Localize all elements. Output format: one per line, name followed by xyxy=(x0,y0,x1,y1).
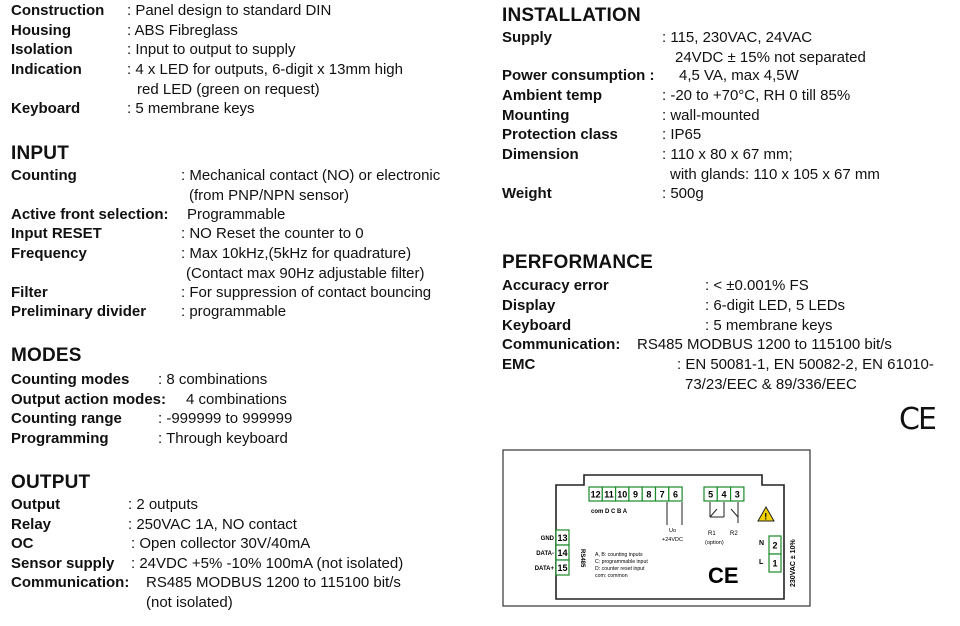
input-label: Input RESET xyxy=(11,225,102,242)
n-label: N xyxy=(759,540,765,547)
performance-value: RS485 MODBUS 1200 to 115100 bit/s xyxy=(637,336,892,353)
installation-label: Supply xyxy=(502,29,553,46)
ce-mark: CE xyxy=(899,402,935,437)
legend-line: D: counter reset input xyxy=(595,566,645,572)
l-label: L xyxy=(759,559,764,566)
output-label: Sensor supply xyxy=(11,555,115,572)
general-label: Construction xyxy=(11,2,105,19)
legend-line: A, B: counting inputs xyxy=(595,552,643,558)
general-label: Isolation xyxy=(11,41,73,58)
output-label: OC xyxy=(11,535,34,552)
performance-heading: PERFORMANCE xyxy=(502,252,654,273)
terminal-number: 6 xyxy=(672,489,678,500)
input-label: Counting xyxy=(11,167,77,184)
output-label: Communication: xyxy=(11,574,130,591)
performance-label: Communication: xyxy=(502,336,621,353)
input-value: : Mechanical contact (NO) or electronic xyxy=(181,167,441,184)
diagram-ce-mark: CE xyxy=(708,563,739,588)
input-value-continued: (from PNP/NPN sensor) xyxy=(189,186,350,204)
terminal-number: 2 xyxy=(772,540,778,551)
supply-terminal-block xyxy=(769,536,781,572)
terminal-number: 11 xyxy=(604,489,614,500)
top-terminal-block xyxy=(589,487,682,501)
output-label: Relay xyxy=(11,516,52,533)
input-value: Programmable xyxy=(187,206,286,223)
performance-value: : EN 50081-1, EN 50082-2, EN 61010- xyxy=(677,356,934,373)
relay-r1-contact xyxy=(710,502,724,517)
input-label: Frequency xyxy=(11,245,87,262)
general-label: Keyboard xyxy=(11,100,81,117)
performance-label: Display xyxy=(502,297,556,314)
general-value: : Panel design to standard DIN xyxy=(127,2,332,19)
output-label: Output xyxy=(11,496,61,513)
modes-value: : Through keyboard xyxy=(158,430,288,447)
general-value-continued: red LED (green on request) xyxy=(137,80,320,98)
relay-r1-label: R1 xyxy=(708,531,716,537)
input-heading: INPUT xyxy=(11,143,69,164)
modes-value: : -999999 to 999999 xyxy=(158,410,293,427)
input-value: : Max 10kHz,(5kHz for quadrature) xyxy=(181,245,412,262)
general-value: : ABS Fibreglass xyxy=(127,22,238,39)
installation-value: : 115, 230VAC, 24VAC xyxy=(662,29,813,46)
output-value: : 24VDC +5% -10% 100mA (not isolated) xyxy=(131,555,404,572)
input-value: : For suppression of contact bouncing xyxy=(181,284,432,301)
output-heading: OUTPUT xyxy=(11,472,91,493)
installation-value-continued: 24VDC ± 15% not separated xyxy=(675,48,866,66)
general-label: Housing xyxy=(11,22,71,39)
installation-label: Weight xyxy=(502,185,552,202)
general-label: Indication xyxy=(11,61,82,78)
performance-label: Accuracy error xyxy=(502,277,609,294)
rs485-label: RS485 xyxy=(579,549,585,568)
com-labels: com D C B A xyxy=(591,509,628,515)
rs485-terminal-block xyxy=(556,530,569,575)
legend-line: C: programmable input xyxy=(595,559,648,565)
performance-value: : 6-digit LED, 5 LEDs xyxy=(705,297,846,314)
input-legend xyxy=(595,552,648,579)
installation-label: Protection class xyxy=(502,126,618,143)
performance-label: Keyboard xyxy=(502,317,572,334)
general-value: : 5 membrane keys xyxy=(127,100,255,117)
output-value: : 2 outputs xyxy=(128,496,199,513)
supply-voltage-label: 230VAC ± 10% xyxy=(790,539,797,587)
performance-value-continued: 73/23/EEC & 89/336/EEC xyxy=(685,375,857,393)
wiring-diagram xyxy=(502,449,812,609)
input-label: Filter xyxy=(11,284,48,301)
terminal-number: 5 xyxy=(708,489,714,500)
terminal-number: 4 xyxy=(721,489,727,500)
modes-heading: MODES xyxy=(11,345,82,366)
input-value: : programmable xyxy=(181,303,287,320)
output-value-continued: (not isolated) xyxy=(146,593,233,611)
relay-r2-contact xyxy=(731,502,738,523)
relay-r2-label: R2 xyxy=(730,531,738,537)
installation-value: : 500g xyxy=(662,185,704,202)
input-value-continued: (Contact max 90Hz adjustable filter) xyxy=(186,264,425,282)
terminal-number: 8 xyxy=(646,489,652,500)
input-label: Preliminary divider xyxy=(11,303,147,320)
terminal-number: 3 xyxy=(734,489,740,500)
terminal-number: 12 xyxy=(590,489,601,500)
vdc-label: +24VDC xyxy=(662,537,683,543)
modes-label: Output action modes: xyxy=(11,391,166,408)
rs485-signal-label: DATA+ xyxy=(534,566,554,572)
terminal-number: 15 xyxy=(557,563,568,573)
installation-label: Ambient temp xyxy=(502,87,603,104)
legend-line: com: common xyxy=(595,573,628,579)
output-value: RS485 MODBUS 1200 to 115100 bit/s xyxy=(146,574,401,591)
terminal-number: 10 xyxy=(617,489,628,500)
performance-value: : < ±0.001% FS xyxy=(705,277,809,294)
installation-value: : IP65 xyxy=(662,126,702,143)
installation-value: : wall-mounted xyxy=(662,107,760,124)
modes-label: Programming xyxy=(11,430,109,447)
performance-value: : 5 membrane keys xyxy=(705,317,833,334)
installation-value: : -20 to +70°C, RH 0 till 85% xyxy=(662,87,851,104)
installation-value: : 110 x 80 x 67 mm; xyxy=(662,146,793,163)
diagram-frame xyxy=(503,450,810,606)
performance-label: EMC xyxy=(502,356,536,373)
general-value: : Input to output to supply xyxy=(127,41,296,58)
output-value: : Open collector 30V/40mA xyxy=(131,535,311,552)
rs485-signal-label: GND xyxy=(540,536,554,542)
modes-label: Counting range xyxy=(11,410,122,427)
warning-glyph: ! xyxy=(764,511,768,522)
installation-value-continued: with glands: 110 x 105 x 67 mm xyxy=(670,165,880,183)
uo-label: Uo xyxy=(669,528,677,534)
rs485-signal-label: DATA- xyxy=(536,551,554,557)
input-label: Active front selection: xyxy=(11,206,169,223)
terminal-number: 7 xyxy=(659,489,665,500)
modes-label: Counting modes xyxy=(11,371,130,388)
terminal-number: 13 xyxy=(557,533,568,543)
installation-label: Dimension xyxy=(502,146,579,163)
general-value: : 4 x LED for outputs, 6-digit x 13mm high xyxy=(127,61,403,78)
modes-value: : 8 combinations xyxy=(158,371,268,388)
output-value: : 250VAC 1A, NO contact xyxy=(128,516,297,533)
installation-value: 4,5 VA, max 4,5W xyxy=(679,67,799,84)
modes-value: 4 combinations xyxy=(186,391,287,408)
installation-heading: INSTALLATION xyxy=(502,5,641,26)
installation-label: Mounting xyxy=(502,107,570,124)
relay-terminal-block xyxy=(704,487,744,501)
terminal-number: 9 xyxy=(633,489,639,500)
terminal-number: 14 xyxy=(557,548,568,558)
installation-label: Power consumption : xyxy=(502,67,655,84)
terminal-number: 1 xyxy=(772,558,778,569)
input-value: : NO Reset the counter to 0 xyxy=(181,225,364,242)
relay-option-label: (option) xyxy=(705,540,724,546)
